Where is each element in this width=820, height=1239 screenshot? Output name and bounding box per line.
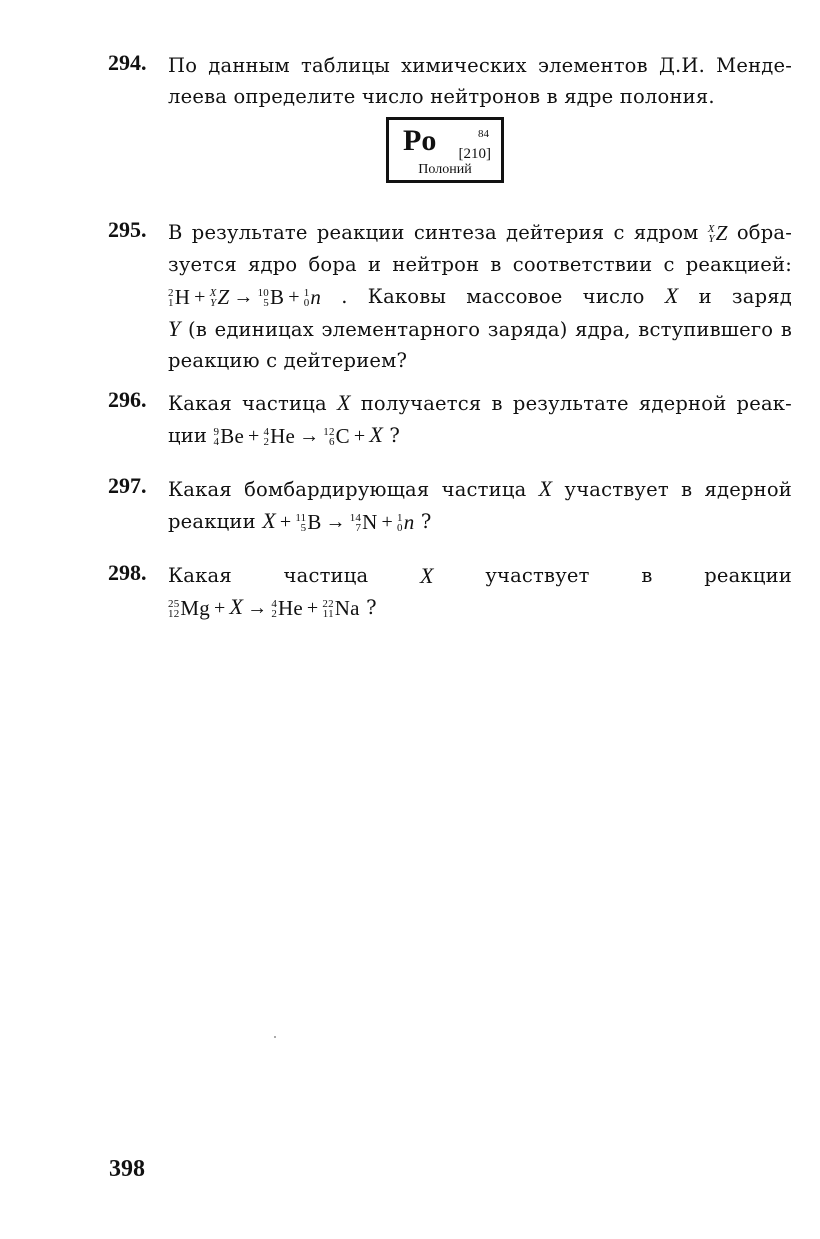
nuclide-h2 — [168, 282, 190, 313]
nuclide-symbol: C — [335, 424, 350, 448]
plus-sign: + — [353, 425, 366, 447]
nuclide-b10 — [258, 282, 285, 313]
arrow-icon: → — [299, 425, 320, 447]
text-line — [168, 419, 792, 452]
text-line — [168, 560, 792, 591]
atomic-mass: [210] — [458, 146, 491, 162]
charge-number: Y — [210, 296, 217, 309]
mass-number: 4 — [263, 425, 270, 438]
mass-number: 14 — [349, 511, 362, 524]
problem-text — [168, 50, 792, 112]
nuclide-symbol: Mg — [180, 596, 210, 620]
text-fragment: ? — [420, 510, 432, 533]
mass-number: 4 — [271, 597, 278, 610]
nuclide-na22 — [322, 593, 359, 624]
nuclide-symbol: n — [310, 285, 322, 309]
page-number: 398 — [109, 1156, 145, 1182]
problem-text — [168, 560, 792, 624]
nuclide-symbol: B — [269, 285, 285, 309]
text-line — [168, 591, 792, 624]
plus-sign: + — [306, 597, 319, 619]
charge-number: 12 — [168, 607, 180, 620]
text-line: леева определите число нейтронов в ядре полония. — [168, 85, 715, 108]
mass-number: 25 — [168, 597, 180, 610]
scan-speck — [274, 1036, 276, 1038]
charge-number: 7 — [355, 521, 362, 534]
text-fragment: ? — [366, 596, 377, 619]
text-fragment: в — [641, 564, 653, 587]
problem-number: 295. — [108, 217, 147, 242]
variable-x: X — [262, 508, 276, 533]
charge-number: 5 — [300, 521, 307, 534]
problem-294 — [108, 50, 792, 112]
nuclide-he4 — [263, 421, 295, 452]
mass-number: 1 — [397, 511, 403, 524]
problem-296 — [108, 387, 792, 452]
element-card-polonium — [386, 117, 504, 183]
mass-number: 9 — [213, 425, 220, 438]
charge-number: 5 — [263, 296, 269, 309]
nuclide-n1 — [397, 507, 414, 538]
element-name: Полоний — [418, 162, 472, 177]
charge-number: 0 — [397, 521, 403, 534]
problem-number: 296. — [108, 387, 147, 412]
mass-number: 12 — [323, 425, 335, 438]
nuclide-symbol: Na — [334, 596, 360, 620]
charge-number: 4 — [213, 435, 220, 448]
plus-sign: + — [194, 286, 206, 308]
plus-sign: + — [213, 597, 226, 619]
problem-297 — [108, 473, 792, 538]
plus-sign: + — [279, 511, 292, 533]
arrow-icon: → — [233, 286, 254, 308]
nuclide-symbol: He — [270, 424, 296, 448]
text-line — [168, 280, 792, 313]
charge-number: 6 — [328, 435, 335, 448]
charge-number: 11 — [322, 607, 334, 620]
mass-number: 1 — [303, 286, 310, 299]
variable-x: X — [420, 563, 434, 588]
nuclide-c12 — [323, 421, 350, 452]
problem-text — [168, 473, 792, 538]
variable-x: X — [229, 594, 244, 619]
nuclide-xyz — [210, 282, 230, 313]
nuclide-symbol: n — [403, 510, 415, 534]
mass-number: 2 — [168, 286, 174, 299]
mass-number: 22 — [322, 597, 334, 610]
text-fragment: реакции — [168, 510, 256, 533]
text-fragment: Какая — [168, 564, 232, 587]
nuclide-symbol: He — [278, 596, 303, 620]
charge-number: 1 — [168, 296, 174, 309]
charge-number: 2 — [271, 607, 278, 620]
text-line: По данным таблицы химических элементов Д.И. Менде- — [168, 54, 792, 77]
plus-sign: + — [247, 425, 260, 447]
text-line — [168, 473, 792, 505]
mass-number: 10 — [257, 286, 269, 299]
charge-number: 2 — [263, 435, 270, 448]
text-fragment: ции — [168, 424, 208, 447]
variable-y: Y — [168, 316, 181, 341]
problem-text — [168, 387, 792, 452]
text-line — [168, 313, 792, 345]
nuclide-n14 — [350, 507, 378, 538]
text-fragment: Какая частица — [168, 392, 327, 415]
variable-x: X — [336, 390, 351, 415]
plus-sign: + — [288, 286, 300, 308]
variable-x: X — [369, 422, 384, 447]
text-fragment: участвует в ядерной — [564, 478, 792, 501]
variable-x: X — [664, 283, 679, 308]
mass-number: X — [209, 286, 217, 299]
nuclide-symbol: N — [362, 510, 378, 534]
nuclide-b11 — [295, 507, 321, 538]
nuclide-symbol: Z — [715, 221, 728, 245]
nuclide-he4 — [271, 593, 303, 624]
text-line — [168, 387, 792, 419]
problem-number: 298. — [108, 560, 147, 585]
text-fragment: получается в результате ядерной реак- — [360, 392, 792, 415]
nuclide-xyz — [708, 218, 728, 249]
text-line: зуется ядро бора и нейтрон в соответствии с реакцией: — [168, 253, 792, 276]
text-line — [168, 505, 792, 538]
text-fragment: реакции — [704, 564, 792, 587]
nuclide-mg25 — [168, 593, 210, 624]
text-fragment: В результате реакции синтеза дейтерия с ядром — [168, 221, 699, 244]
nuclide-be9 — [214, 421, 244, 452]
text-fragment: . Каковы массовое число — [341, 285, 645, 308]
atomic-number: 84 — [478, 128, 489, 140]
text-fragment: ? — [389, 424, 401, 447]
text-fragment: участвует — [485, 564, 590, 587]
plus-sign: + — [381, 511, 393, 533]
arrow-icon: → — [325, 511, 346, 533]
nuclide-n1 — [304, 282, 321, 313]
nuclide-symbol: H — [174, 285, 191, 309]
problem-295 — [108, 217, 792, 376]
problem-298 — [108, 560, 792, 624]
nuclide-symbol: Z — [217, 285, 230, 309]
text-fragment: (в единицах элементарного заряда) ядра, вступившего в — [188, 318, 792, 341]
arrow-icon: → — [247, 597, 268, 619]
problem-number: 294. — [108, 50, 147, 75]
text-fragment: и заряд — [698, 285, 792, 308]
variable-x: X — [538, 476, 553, 501]
text-line — [168, 217, 792, 249]
problem-text — [168, 217, 792, 376]
text-fragment: обра- — [736, 221, 792, 244]
charge-number: 0 — [303, 296, 310, 309]
problem-number: 297. — [108, 473, 147, 498]
text-fragment: Какая бомбардирующая частица — [168, 478, 527, 501]
text-fragment: частица — [283, 564, 369, 587]
mass-number: 11 — [295, 511, 307, 524]
nuclide-symbol: Be — [220, 424, 244, 448]
charge-number: Y — [708, 232, 715, 245]
nuclide-symbol: B — [307, 510, 322, 534]
mass-number: X — [707, 222, 715, 235]
element-symbol: Po — [403, 124, 437, 157]
text-line: реакцию с дейтерием? — [168, 349, 408, 372]
